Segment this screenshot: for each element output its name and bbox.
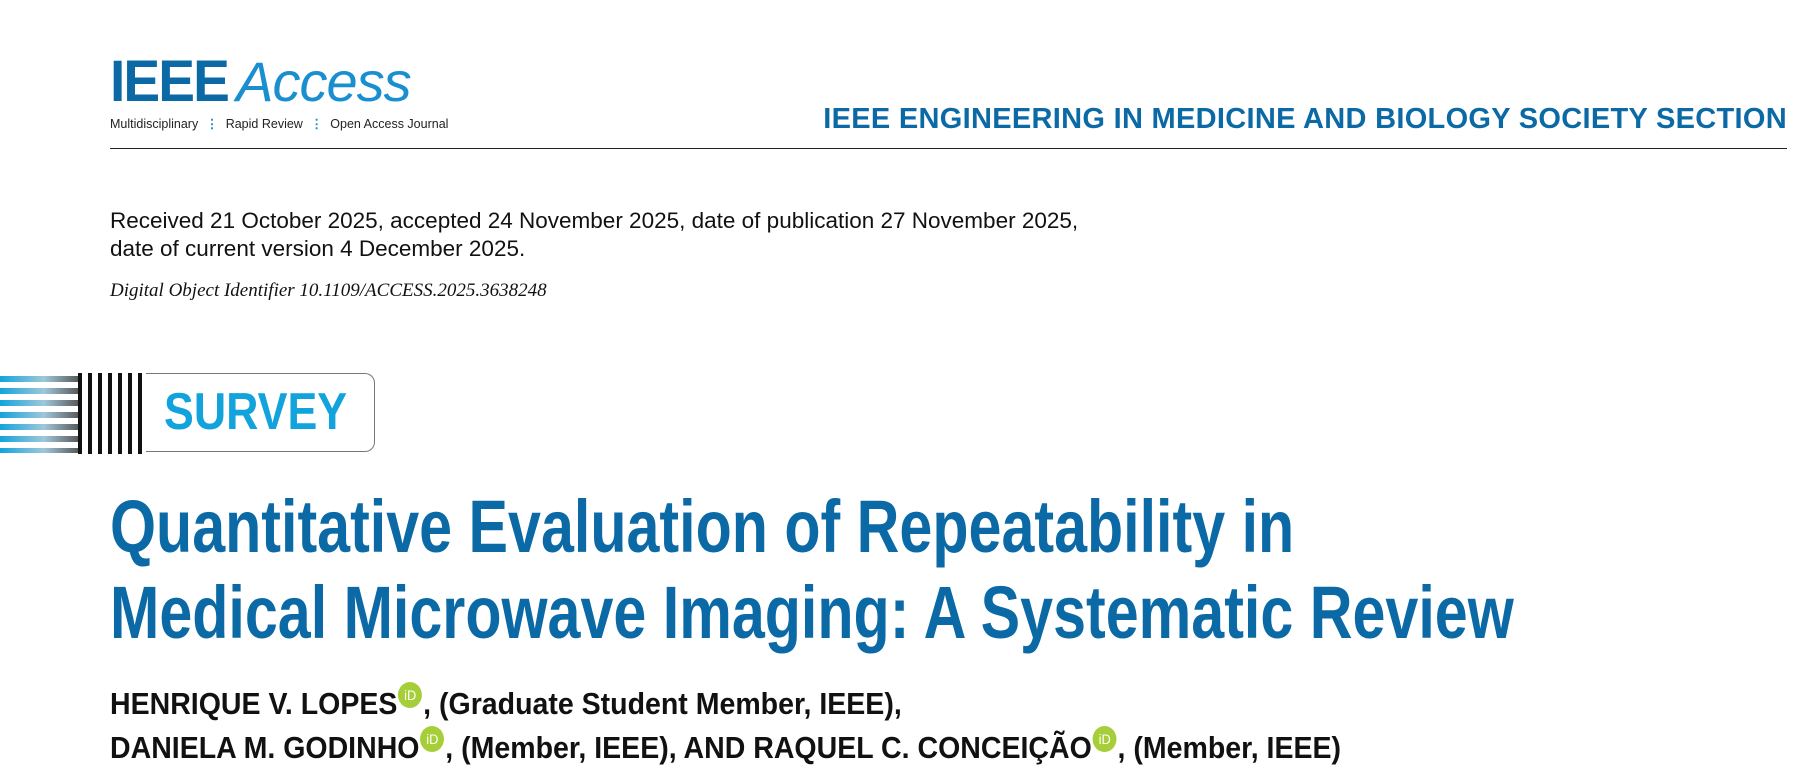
publication-dates bbox=[110, 207, 1078, 263]
ieee-access-logo bbox=[110, 49, 411, 114]
article-type-banner bbox=[0, 373, 380, 454]
author-list bbox=[110, 682, 1341, 770]
logo-ieee-text: IEEE bbox=[110, 49, 228, 114]
title-line: Medical Microwave Imaging: A Systematic Review bbox=[110, 571, 1514, 654]
author-name: RAQUEL C. CONCEIÇÃO bbox=[753, 730, 1092, 765]
tagline-item: Multidisciplinary bbox=[110, 117, 199, 131]
paper-title bbox=[110, 484, 1514, 656]
title-line: Quantitative Evaluation of Repeatability in bbox=[110, 485, 1295, 568]
author-line bbox=[110, 682, 1341, 726]
orcid-icon[interactable]: iD bbox=[420, 726, 444, 752]
author-affiliation: , (Member, IEEE), AND bbox=[445, 730, 754, 765]
author-affiliation: , (Member, IEEE) bbox=[1117, 730, 1342, 765]
tagline-item: Open Access Journal bbox=[330, 117, 449, 131]
tagline-separator: ⋮ bbox=[205, 117, 219, 131]
logo-access-text: Access bbox=[236, 50, 411, 113]
section-heading: IEEE ENGINEERING IN MEDICINE AND BIOLOGY SOCIETY SECTION bbox=[823, 103, 1787, 135]
author-name: HENRIQUE V. LOPES bbox=[110, 686, 398, 721]
author-name: DANIELA M. GODINHO bbox=[110, 730, 420, 765]
banner-stripes-graphic bbox=[0, 373, 146, 454]
article-type-label: SURVEY bbox=[164, 383, 348, 441]
orcid-icon[interactable]: iD bbox=[398, 682, 422, 708]
author-affiliation: , (Graduate Student Member, IEEE), bbox=[423, 686, 902, 721]
journal-tagline bbox=[110, 116, 448, 131]
tagline-separator: ⋮ bbox=[310, 117, 323, 131]
dates-line: Received 21 October 2025, accepted 24 November 2025, date of publication 27 November 2025, bbox=[110, 208, 1079, 233]
header-divider bbox=[110, 148, 1787, 149]
tagline-item: Rapid Review bbox=[225, 117, 303, 131]
doi-line: Digital Object Identifier 10.1109/ACCESS.2025.3638248 bbox=[110, 280, 547, 301]
author-line bbox=[110, 726, 1341, 770]
orcid-icon[interactable]: iD bbox=[1093, 726, 1117, 752]
dates-line: date of current version 4 December 2025. bbox=[110, 236, 526, 261]
